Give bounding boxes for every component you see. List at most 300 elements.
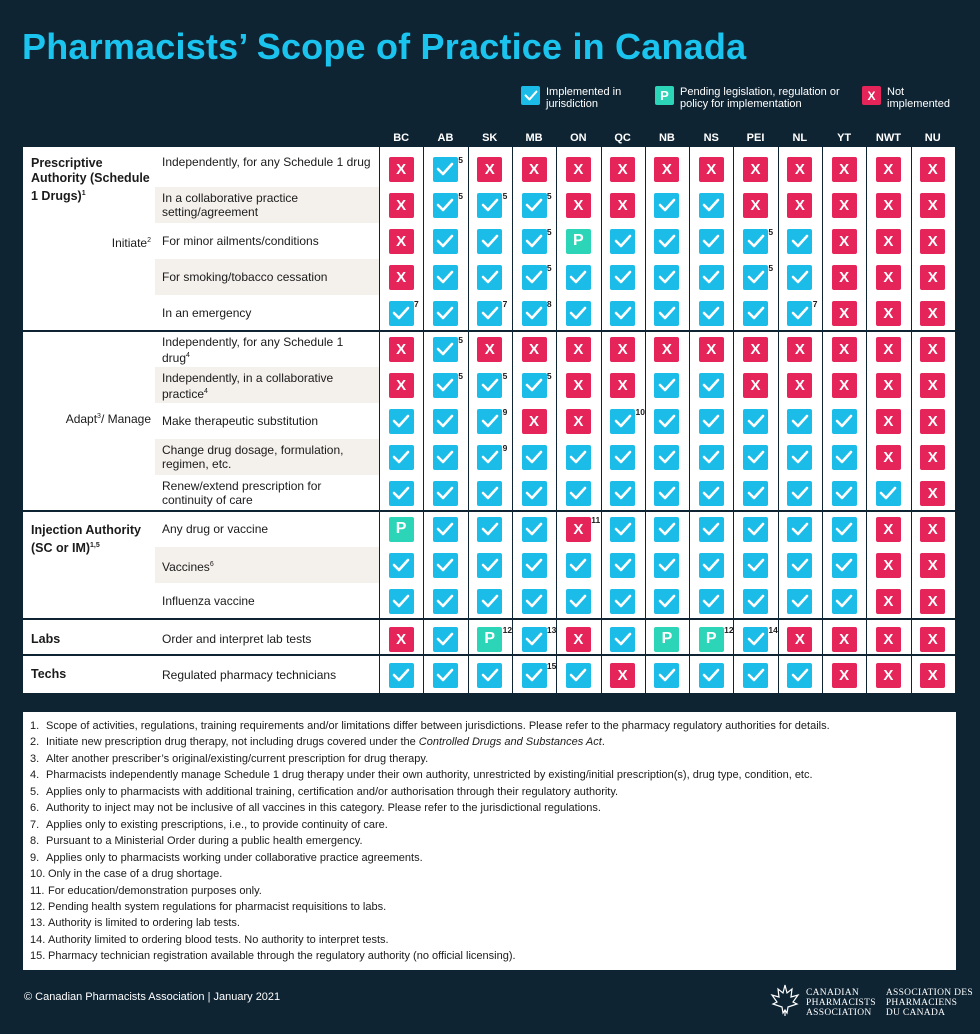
cell-pei (733, 151, 777, 187)
check-icon (433, 445, 458, 470)
check-icon (477, 517, 502, 542)
check-icon (389, 445, 414, 470)
cell-bc (379, 187, 423, 223)
cell-nu (911, 657, 955, 693)
footnote-ref: 7 (812, 299, 818, 309)
check-icon (743, 517, 768, 542)
cell-pei (733, 657, 777, 693)
cell-qc (601, 439, 645, 475)
col-header-nwt: NWT (875, 132, 901, 144)
cell-sk (468, 475, 512, 511)
footnote-ref: 12 (502, 625, 513, 635)
row-label: In a collaborative practice setting/agreement (162, 191, 299, 219)
cell-on (556, 439, 600, 475)
subgroup-initiate-label: Initiate$^2$ (111, 236, 151, 250)
cell-mb (512, 475, 556, 511)
cell-ns (689, 475, 733, 511)
footnote-ref: 5 (546, 191, 552, 201)
cross-icon: X (876, 229, 901, 254)
cross-icon: X (389, 627, 414, 652)
cell-mb (512, 331, 556, 367)
cell-nb (645, 295, 689, 331)
cell-on (556, 367, 600, 403)
leaf-icon (770, 983, 800, 1017)
cross-icon: X (787, 373, 812, 398)
check-icon (477, 193, 502, 218)
check-icon (787, 265, 812, 290)
cell-qc (601, 259, 645, 295)
cross-icon: X (876, 627, 901, 652)
cross-icon: X (832, 337, 857, 362)
cross-icon: X (389, 265, 414, 290)
footnote-ref: 10 (635, 407, 645, 417)
footnotes (23, 712, 956, 970)
footnote-ref: 8 (546, 299, 552, 309)
cell-qc (601, 511, 645, 547)
jurisdiction-header (379, 132, 955, 144)
check-icon (654, 409, 679, 434)
footnote-ref: 9 (502, 407, 508, 417)
cell-nl (778, 295, 822, 331)
cell-nu (911, 259, 955, 295)
check-icon (654, 229, 679, 254)
cell-ab (423, 367, 467, 403)
check-icon (522, 193, 547, 218)
check-icon (787, 517, 812, 542)
cell-yt (822, 621, 866, 657)
cell-ns (689, 403, 733, 439)
cell-ns (689, 331, 733, 367)
check-icon (743, 663, 768, 688)
footnote-ref: 5 (546, 263, 552, 273)
cell-nl (778, 511, 822, 547)
cross-icon: X (876, 157, 901, 182)
cross-icon: X (522, 409, 547, 434)
check-icon (477, 265, 502, 290)
row-label: Independently, for any Schedule 1 drug$^4$ (162, 335, 344, 365)
cell-on (556, 295, 600, 331)
check-icon (699, 517, 724, 542)
footnote-ref: 5 (502, 191, 508, 201)
footer-copyright: © Canadian Pharmacists Association | January 2021 (24, 991, 281, 1003)
cell-ab (423, 187, 467, 223)
check-icon (522, 663, 547, 688)
cell-nb (645, 331, 689, 367)
cell-mb (512, 583, 556, 619)
cross-icon: X (876, 265, 901, 290)
check-icon (610, 627, 635, 652)
cell-on (556, 259, 600, 295)
cross-icon: X (389, 373, 414, 398)
cross-icon: X (920, 663, 945, 688)
check-icon (566, 553, 591, 578)
check-icon (699, 229, 724, 254)
check-icon (787, 301, 812, 326)
cell-nwt (866, 475, 910, 511)
check-icon (389, 409, 414, 434)
cell-ns (689, 583, 733, 619)
check-icon (743, 301, 768, 326)
cell-pei (733, 367, 777, 403)
footnote-item: 7. Applies only to existing prescriptions, i.e., to provide continuity of care. (30, 818, 388, 831)
cell-bc (379, 151, 423, 187)
footnote-item: 8. Pursuant to a Ministerial Order during a public health emergency. (30, 835, 363, 848)
check-icon (433, 265, 458, 290)
cell-nu (911, 187, 955, 223)
check-icon (787, 229, 812, 254)
footnote-ref: 7 (502, 299, 508, 309)
cell-ns (689, 621, 733, 657)
cell-yt (822, 583, 866, 619)
row-label: Influenza vaccine (162, 594, 255, 608)
cross-icon: X (876, 409, 901, 434)
cell-ns (689, 547, 733, 583)
cross-icon: X (654, 157, 679, 182)
cell-mb (512, 187, 556, 223)
cross-icon: X (876, 337, 901, 362)
row-label: Renew/extend prescription for continuity of care (162, 479, 322, 507)
cell-nl (778, 331, 822, 367)
cell-yt (822, 547, 866, 583)
check-icon (477, 373, 502, 398)
check-icon (389, 663, 414, 688)
cell-nwt (866, 657, 910, 693)
check-icon (654, 193, 679, 218)
cell-ab (423, 151, 467, 187)
cross-icon: X (832, 157, 857, 182)
cell-ns (689, 511, 733, 547)
cell-nb (645, 657, 689, 693)
cell-nb (645, 223, 689, 259)
col-header-ab: AB (437, 132, 454, 144)
check-icon (699, 373, 724, 398)
cell-pei (733, 259, 777, 295)
cell-ab (423, 657, 467, 693)
check-icon (566, 589, 591, 614)
check-icon (522, 265, 547, 290)
cell-mb (512, 547, 556, 583)
cross-icon: X (699, 157, 724, 182)
cross-icon: X (920, 627, 945, 652)
pending-icon: P (655, 86, 674, 105)
check-icon (566, 481, 591, 506)
cell-bc (379, 475, 423, 511)
cell-ns (689, 187, 733, 223)
cross-icon: X (743, 337, 768, 362)
cell-nwt (866, 403, 910, 439)
cell-nl (778, 583, 822, 619)
cell-ns (689, 657, 733, 693)
row-label: Make therapeutic substitution (162, 414, 319, 428)
footnote-item: 10. Only in the case of a drug shortage. (30, 868, 223, 881)
cross-icon: X (832, 301, 857, 326)
check-icon (876, 481, 901, 506)
cell-pei (733, 547, 777, 583)
scope-table (23, 147, 956, 693)
cell-ab (423, 223, 467, 259)
cross-icon: X (920, 229, 945, 254)
cell-nwt (866, 295, 910, 331)
cell-qc (601, 331, 645, 367)
check-icon (477, 445, 502, 470)
footnote-ref: 5 (768, 263, 774, 273)
cell-nu (911, 331, 955, 367)
cross-icon: X (743, 157, 768, 182)
cell-bc (379, 657, 423, 693)
cell-mb (512, 223, 556, 259)
check-icon (654, 481, 679, 506)
footnote-item: 6. Authority to inject may not be inclusive of all vaccines in this category. Please refer to the jurisdictional regulations. (30, 802, 601, 815)
check-icon (699, 193, 724, 218)
cell-pei (733, 583, 777, 619)
check-icon (433, 627, 458, 652)
cross-icon: X (920, 265, 945, 290)
check-icon (522, 373, 547, 398)
check-icon (433, 663, 458, 688)
check-icon (743, 229, 768, 254)
pending-icon: P (654, 627, 679, 652)
cross-icon: X (743, 193, 768, 218)
check-icon (433, 337, 458, 362)
row-label: Vaccines$^6$ (162, 560, 214, 574)
cell-nwt (866, 547, 910, 583)
check-icon (610, 445, 635, 470)
cell-yt (822, 259, 866, 295)
cell-ab (423, 259, 467, 295)
cell-pei (733, 331, 777, 367)
cell-qc (601, 621, 645, 657)
cell-bc (379, 583, 423, 619)
check-icon (610, 553, 635, 578)
cross-icon: X (389, 229, 414, 254)
footnote-item: 9. Applies only to pharmacists working under collaborative practice agreements. (30, 851, 423, 864)
cell-sk (468, 259, 512, 295)
cell-nu (911, 367, 955, 403)
row-label: Independently, in a collaborative practice$^4$ (162, 371, 334, 401)
cell-yt (822, 295, 866, 331)
cell-sk (468, 331, 512, 367)
cell-mb (512, 621, 556, 657)
cell-yt (822, 367, 866, 403)
cell-nl (778, 259, 822, 295)
cell-yt (822, 223, 866, 259)
cross-icon: X (743, 373, 768, 398)
page-title: Pharmacists’ Scope of Practice in Canada (22, 26, 747, 67)
cell-mb (512, 657, 556, 693)
cell-on (556, 223, 600, 259)
cell-ns (689, 223, 733, 259)
cell-nb (645, 187, 689, 223)
footnote-ref: 5 (502, 371, 508, 381)
check-icon (389, 481, 414, 506)
cell-nu (911, 295, 955, 331)
legend-pending (655, 86, 840, 112)
check-icon (433, 517, 458, 542)
check-icon (433, 373, 458, 398)
cell-nwt (866, 621, 910, 657)
check-icon (566, 663, 591, 688)
check-icon (654, 589, 679, 614)
cell-nb (645, 583, 689, 619)
check-icon (832, 445, 857, 470)
cell-yt (822, 187, 866, 223)
check-icon (521, 86, 540, 105)
cross-icon: X (787, 193, 812, 218)
cross-icon: X (862, 86, 881, 105)
check-icon (522, 627, 547, 652)
check-icon (699, 409, 724, 434)
check-icon (477, 409, 502, 434)
cross-icon: X (920, 589, 945, 614)
cell-ab (423, 547, 467, 583)
cross-icon: X (522, 337, 547, 362)
cell-yt (822, 403, 866, 439)
cross-icon: X (566, 157, 591, 182)
col-header-qc: QC (614, 132, 631, 144)
cell-nwt (866, 331, 910, 367)
check-icon (699, 663, 724, 688)
cross-icon: X (832, 373, 857, 398)
cross-icon: X (566, 517, 591, 542)
check-icon (610, 265, 635, 290)
footnote-item: 5. Applies only to pharmacists with additional training, certification and/or authorisation through their regulatory authority. (30, 785, 619, 798)
cell-nwt (866, 223, 910, 259)
cell-on (556, 511, 600, 547)
cross-icon: X (920, 481, 945, 506)
cell-sk (468, 439, 512, 475)
cell-sk (468, 223, 512, 259)
cross-icon: X (832, 193, 857, 218)
cell-pei (733, 295, 777, 331)
cross-icon: X (920, 157, 945, 182)
cell-sk (468, 403, 512, 439)
footnote-ref: 15 (546, 661, 557, 671)
check-icon (389, 301, 414, 326)
cross-icon: X (389, 337, 414, 362)
cell-nl (778, 187, 822, 223)
cell-nb (645, 259, 689, 295)
cross-icon: X (876, 445, 901, 470)
col-header-nu: NU (924, 132, 941, 144)
cell-nb (645, 403, 689, 439)
cell-ab (423, 583, 467, 619)
legend-pending-label: Pending legislation, regulation or policy for implementation (680, 86, 840, 110)
cell-bc (379, 511, 423, 547)
check-icon (477, 481, 502, 506)
cell-pei (733, 187, 777, 223)
cell-ab (423, 475, 467, 511)
check-icon (699, 265, 724, 290)
cell-on (556, 621, 600, 657)
cell-ns (689, 259, 733, 295)
legend-not-label: Not implemented (887, 86, 950, 110)
cell-nwt (866, 187, 910, 223)
cell-mb (512, 151, 556, 187)
cell-bc (379, 439, 423, 475)
cell-qc (601, 403, 645, 439)
cell-ns (689, 439, 733, 475)
footnote-ref: 12 (724, 625, 734, 635)
check-icon (654, 517, 679, 542)
cell-qc (601, 151, 645, 187)
logo-text-en: CANADIAN PHARMACISTS ASSOCIATION (806, 988, 876, 1018)
check-icon (433, 193, 458, 218)
cross-icon: X (876, 553, 901, 578)
cell-sk (468, 151, 512, 187)
cell-ab (423, 621, 467, 657)
check-icon (477, 663, 502, 688)
cell-pei (733, 403, 777, 439)
footnote-item: 3. Alter another prescriber’s original/existing/current prescription for drug therapy. (30, 752, 429, 765)
cell-nwt (866, 439, 910, 475)
cross-icon: X (920, 445, 945, 470)
cpha-logo (770, 983, 973, 1018)
cell-nl (778, 151, 822, 187)
footnote-item: 1. Scope of activities, regulations, training requirements and/or limitations differ between jurisdictions. Please refer to the pharmacy regulatory authorities for details. (30, 720, 830, 732)
cell-sk (468, 367, 512, 403)
cross-icon: X (920, 337, 945, 362)
cross-icon: X (566, 409, 591, 434)
pending-icon: P (699, 627, 724, 652)
check-icon (787, 409, 812, 434)
cell-mb (512, 295, 556, 331)
cell-nwt (866, 511, 910, 547)
check-icon (787, 553, 812, 578)
footnote-ref: 11 (591, 515, 601, 525)
footnote-ref: 5 (546, 371, 552, 381)
row-label: Any drug or vaccine (162, 522, 269, 536)
cell-sk (468, 583, 512, 619)
check-icon (522, 553, 547, 578)
cell-ab (423, 295, 467, 331)
cell-sk (468, 295, 512, 331)
check-icon (522, 517, 547, 542)
cell-nb (645, 151, 689, 187)
cell-nwt (866, 583, 910, 619)
footnote-ref: 5 (458, 191, 464, 201)
cell-mb (512, 511, 556, 547)
row-label: For smoking/tobacco cessation (162, 270, 328, 284)
check-icon (566, 301, 591, 326)
cell-nl (778, 403, 822, 439)
check-icon (832, 553, 857, 578)
cell-on (556, 547, 600, 583)
cross-icon: X (876, 373, 901, 398)
check-icon (433, 553, 458, 578)
cross-icon: X (832, 627, 857, 652)
cross-icon: X (654, 337, 679, 362)
check-icon (832, 481, 857, 506)
check-icon (832, 589, 857, 614)
cell-ns (689, 295, 733, 331)
cell-mb (512, 439, 556, 475)
check-icon (433, 301, 458, 326)
cell-nu (911, 403, 955, 439)
check-icon (743, 445, 768, 470)
col-header-sk: SK (482, 132, 498, 144)
cross-icon: X (920, 301, 945, 326)
cell-nwt (866, 367, 910, 403)
footnote-ref: 14 (768, 625, 778, 635)
cross-icon: X (566, 193, 591, 218)
cell-ns (689, 151, 733, 187)
cross-icon: X (477, 337, 502, 362)
cell-nu (911, 223, 955, 259)
cell-on (556, 151, 600, 187)
row-label: Order and interpret lab tests (162, 632, 312, 646)
cell-yt (822, 331, 866, 367)
check-icon (699, 481, 724, 506)
